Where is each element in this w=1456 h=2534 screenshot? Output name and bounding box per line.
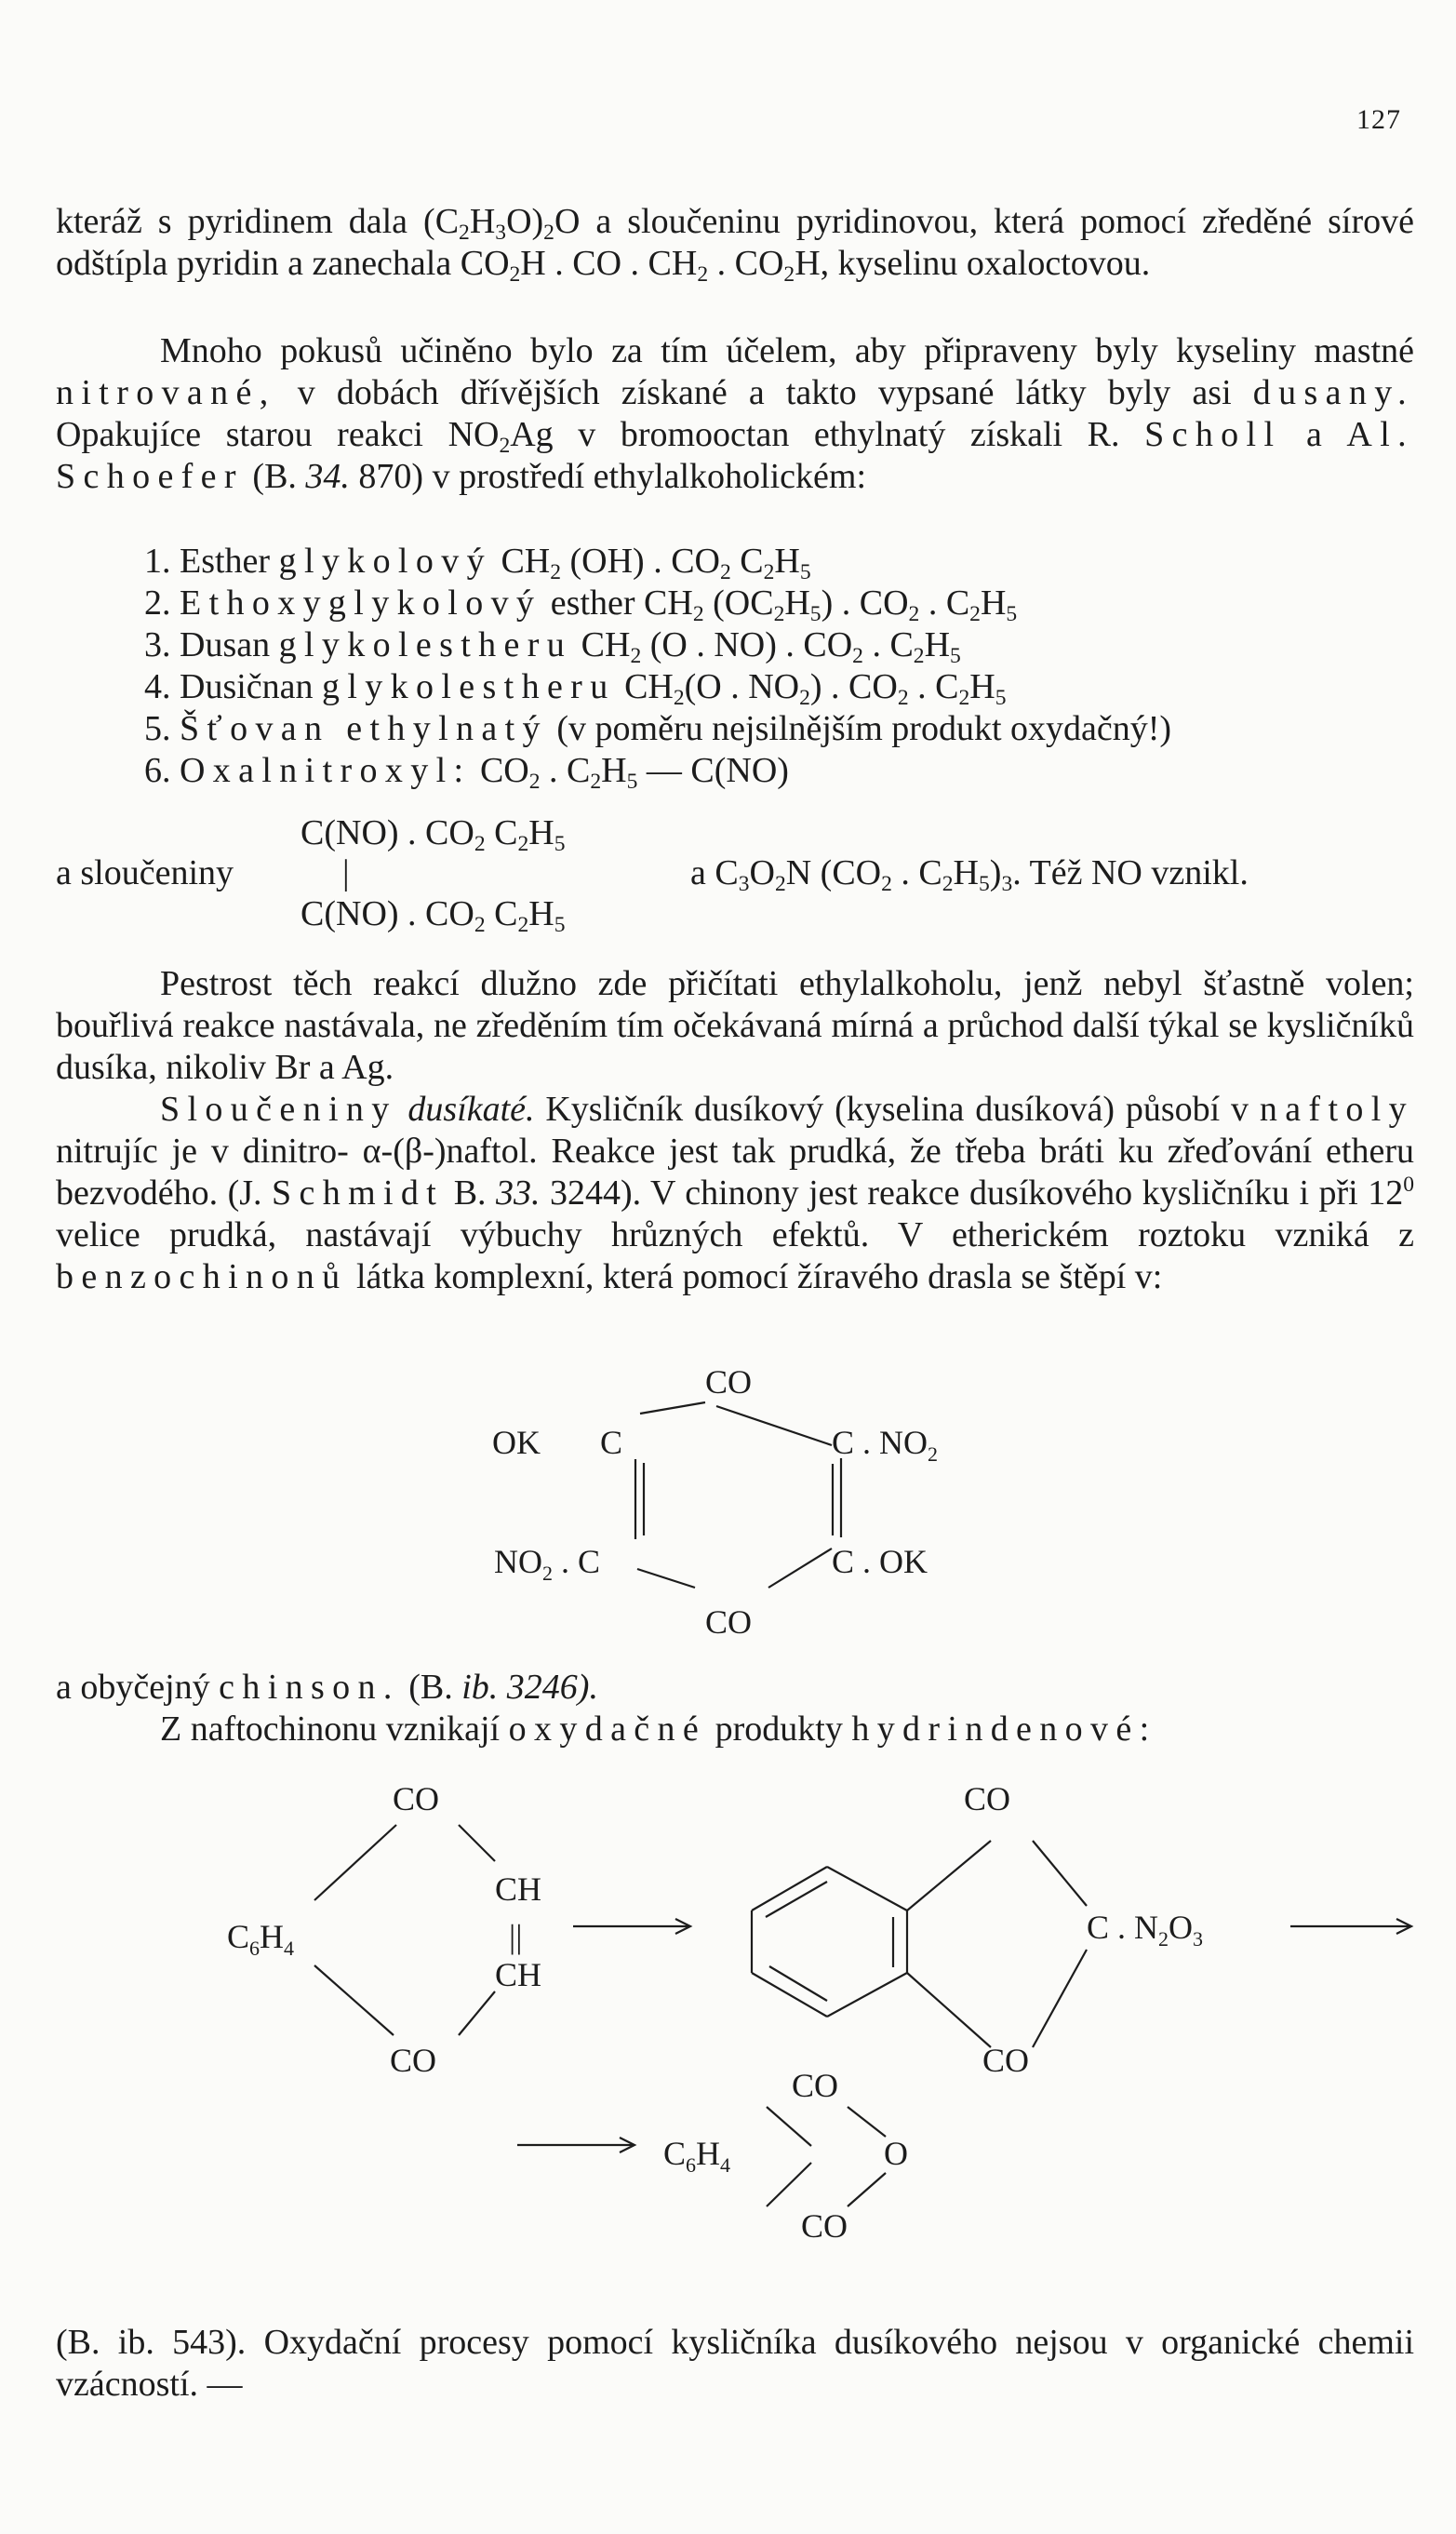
text: ) . CO [821,583,909,623]
text: (O . NO) . CO [641,625,853,664]
reference: ib. 3246). [461,1668,598,1707]
mol3-c6h4: $C_6H_4$ [663,2135,731,2177]
text: B. [444,1173,497,1213]
text: (O . NO [684,667,800,706]
italic-term: dusíkaté. [407,1090,535,1129]
text: CH [615,667,674,706]
text: Ag v bromooctan ethylnatý získali R. [510,415,1145,454]
spaced-term: Oxalnitroxyl: [180,751,472,790]
list-item: 4. Dusičnan glykolestheru $CH_2(O$ . $NO_2$) . $CO_2$ . $C_2H_5$ [144,667,1007,711]
text: nitrujíc je v dinitro- α-(β-)naftol. Reakce jest tak prudká, že třeba bráti ku zřeďování etheru bezvodého. (J. [56,1132,1414,1213]
text: H [784,583,810,623]
compound-intro: a sloučeniny [56,853,234,892]
text: O) [506,202,544,241]
item-number: 1. [144,542,171,581]
text: produkty [706,1709,852,1749]
text: C [485,894,518,933]
text: látka komplexní, která pomocí žíravého drasla se štěpí v: [347,1257,1163,1296]
spaced-term: dusany. [1252,373,1414,412]
text: O a sloučeninu pyridinovou, která pomocí zředěné sírové odštípla pyridin a zanechala CO [56,202,1414,283]
text: (OH) . CO [561,542,720,581]
text: C(NO) . CO [301,813,474,852]
text: N (CO [785,853,882,892]
mol1-co-top: CO [393,1780,440,1817]
text: a obyčejný [56,1668,220,1707]
text: (B. [243,457,306,496]
text: a [1281,415,1347,454]
text: 870) v prostředí ethylalkoholickém: [349,457,867,496]
ring-c-ok: C . OK [832,1543,928,1580]
text: H, kyselinu oxaloctovou. [795,244,1151,283]
mol1-ch-top: CH [495,1870,542,1908]
text: — C(NO) [637,751,789,790]
text: C [730,542,764,581]
spaced-term: Ethoxyglykolový [180,583,542,623]
text: (OC [703,583,774,623]
paragraph-oxydacni-procesy: (B. ib. 543). Oxydační procesy pomocí kysličníka dusíkového nejsou v organické chemii vzácností. — [56,2323,1414,2404]
text: H [528,813,554,852]
author-name: Scholl [1144,415,1282,454]
text: velice prudká, nastávají výbuchy hrůzných efektů. V etherickém roztoku vzniká z [56,1215,1414,1254]
text: 3244). V chinony jest reakce dusíkového kysličníku i při 12 [540,1173,1404,1213]
text: (v poměru nejsilnějším produkt oxydačný!) [547,709,1172,748]
mol3-co-top: CO [792,2067,839,2104]
text: . Též NO vznikl. [1012,853,1249,892]
spaced-term: Šťovan ethylnatý [180,709,548,748]
text: Dusičnan [180,667,323,706]
ring-co-bottom: CO [705,1603,753,1641]
paragraph-oxaloctova: kteráž s pyridinem dala $(C_2H_3O)_2O$ a sloučeninu pyridinovou, která pomocí zředěné sírové odštípla pyridin a zanechala $CO_2H$ . CO . $CH_2$ . $CO_2H$, kyselinu oxaloctovou. [56,202,1414,288]
spaced-term: benzochinonů [56,1257,348,1296]
scheme-bonds [314,1825,1411,2206]
compound-right: a $C_3O_2N$ ($CO_2$ . $C_2H_5)_3$. Též NO vznikl. [690,853,1249,897]
text: CH [491,542,551,581]
compound-bottom-line: C(NO) . $CO_2$ $C_2H_5$ [301,894,566,938]
text: Opakujíce starou reakci NO [56,415,500,454]
paragraph-nitrovane-kyseliny: Mnoho pokusů učiněno bylo za tím účelem, aby připraveny byly kyseliny mastné nitrované, v dobách dřívějších získané a takto vypsané látky byly asi dusany. Opakujíce starou reakci $NO_2Ag$ v bromooctan ethylnatý získali R. Scholl a Al. Schoefer (B. 34. 870) v prostředí ethylalkoholickém: [56,331,1414,496]
ring-c-no2: C . $NO_2$ [832,1424,939,1466]
text: H [774,542,800,581]
item-number: 2. [144,583,171,623]
text: a C [690,853,739,892]
spaced-term: naftoly [1259,1090,1414,1129]
compound-bond: | [342,853,350,892]
mol1-co-bottom: CO [390,2042,437,2079]
text: . C [908,667,959,706]
text: CH [572,625,631,664]
degree: 0 [1403,1172,1414,1197]
list-item: 2. Ethoxyglykolový esther $CH_2$ $(OC_2H_5)$ . $CO_2$ . $C_2H_5$ [144,583,1018,627]
mol2-co-bottom: CO [982,2042,1030,2079]
item-number: 4. [144,667,171,706]
mol1-c6h4: $C_6H_4$ [227,1918,295,1960]
page-number: 127 [1356,104,1401,135]
ring-co-top: CO [705,1363,753,1401]
list-item: 3. Dusan glykolestheru $CH_2$ (O . NO) . $CO_2$ . $C_2H_5$ [144,625,961,669]
author-name: Al. Schoefer [56,415,1414,496]
text: O [749,853,775,892]
text: Mnoho pokusů učiněno bylo za tím účelem, aby připraveny byly kyseliny mastné [160,331,1414,370]
spaced-term: hydrindenové: [851,1709,1157,1749]
text: (B. [399,1668,462,1707]
spaced-term: glykolestheru [322,667,616,706]
text: . C [862,625,914,664]
volume-number: 33. [496,1173,541,1213]
text: H [528,894,554,933]
mol2-c-n2o3: C . $N_2O_3$ [1087,1909,1204,1951]
text: v dobách dřívějších získané a takto vypsané látky byly asi [275,373,1253,412]
text: Kysličník dusíkový (kyselina dusíková) působí v [534,1090,1260,1129]
mol3-o: O [884,2135,908,2172]
spaced-term: chinson. [219,1668,400,1707]
text: H [980,583,1007,623]
text: Esther [180,542,279,581]
author-name: Schmidt [272,1173,445,1213]
mol3-co-bottom: CO [801,2207,848,2245]
text: ) [989,853,1002,892]
text: . C [891,853,942,892]
spaced-term: Sloučeniny [160,1090,397,1129]
mol1-double-bond: || [509,1918,523,1955]
text: H . CO . CH [520,244,698,283]
text: esther CH [541,583,693,623]
spaced-term: nitrované, [56,373,276,412]
spaced-term: glykolestheru [278,625,573,664]
mol2-co-top: CO [964,1780,1011,1817]
text: . C [919,583,970,623]
text: Dusan [180,625,279,664]
ring-ok: OK [492,1424,541,1461]
text: C [485,813,518,852]
text: H [969,667,995,706]
text: kteráž s pyridinem dala (C [56,202,460,241]
text: H [924,625,951,664]
list-item: 1. Esther glykolový $CH_2$ (OH) . $CO_2$ $C_2H_5$ [144,542,811,585]
text: . C [540,751,591,790]
volume-number: 34. [305,457,350,496]
text: ) . CO [809,667,898,706]
text: H [601,751,627,790]
text: H [469,202,496,241]
spaced-term: oxydačné [508,1709,707,1749]
ring-no2-c: $NO_2$ . C [494,1543,601,1585]
paragraph-pestrost: Pestrost těch reakcí dlužno zde přičítati ethylalkoholu, jenž nebyl šťastně volen; bouřlivá reakce nastávala, ne zředěním tím očekávaná mírná a průchod další týkal se kysličníků dusíka, nikoliv Br a Ag. [56,964,1414,1087]
list-item: 6. Oxalnitroxyl: $CO_2$ . $C_2H_5$ — C(NO) [144,751,789,795]
ring-c-left: C [600,1424,623,1461]
item-number: 3. [144,625,171,664]
text: H [953,853,979,892]
text: Z naftochinonu vznikají [160,1709,509,1749]
mol1-ch-bottom: CH [495,1956,542,1993]
compound-top-line: C(NO) . $CO_2$ $C_2H_5$ [301,813,566,857]
text: . CO [708,244,784,283]
item-number: 5. [144,709,171,748]
item-number: 6. [144,751,171,790]
spaced-term: glykolový [278,542,492,581]
text: CO [471,751,529,790]
text: C(NO) . CO [301,894,474,933]
